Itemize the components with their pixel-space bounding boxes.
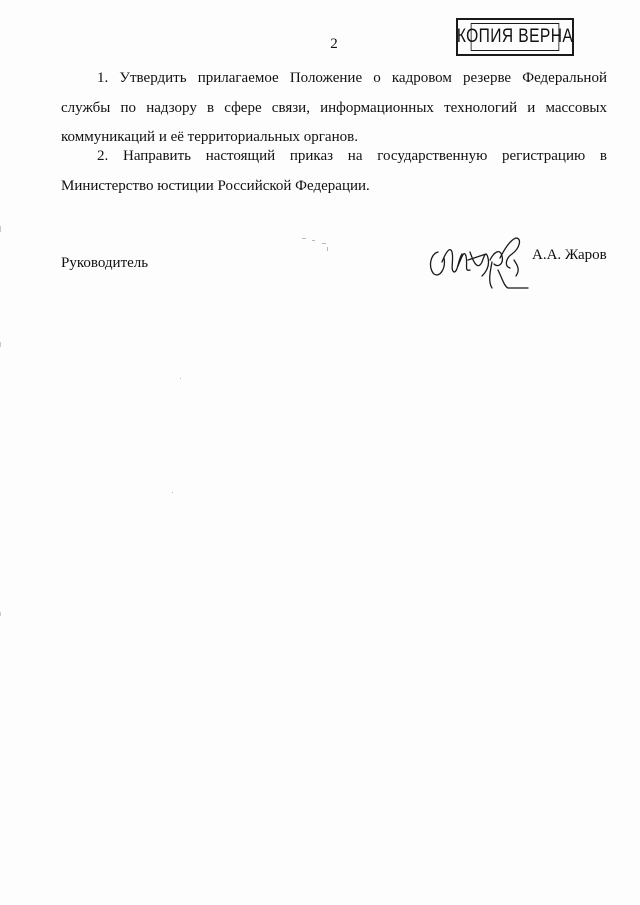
scan-speck	[180, 378, 181, 379]
scan-speck	[302, 238, 306, 239]
paragraph-1: 1. Утвердить прилагаемое Положение о кадровом резерве Федеральной службы по надзору в сфере связи, информационных технологий и массовых коммуникаций и её территориальных органов.	[61, 70, 607, 145]
page-number: 2	[330, 36, 338, 52]
margin-mark	[0, 226, 1, 232]
scan-speck	[322, 243, 326, 244]
stamp-text: КОПИЯ ВЕРНА	[456, 26, 574, 47]
margin-mark	[0, 342, 1, 347]
signatory-name: А.А. Жаров	[532, 247, 607, 263]
margin-mark	[0, 612, 1, 616]
scan-speck	[327, 247, 328, 251]
handwritten-signature-icon	[424, 232, 534, 294]
paragraph-2: 2. Направить настоящий приказ на государственную регистрацию в Министерство юстиции Российской Федерации.	[61, 148, 607, 194]
scan-speck	[172, 492, 173, 493]
copy-certified-stamp	[456, 18, 574, 56]
signatory-title: Руководитель	[61, 255, 149, 271]
stamp-frame	[456, 23, 574, 51]
scan-speck	[312, 240, 315, 241]
